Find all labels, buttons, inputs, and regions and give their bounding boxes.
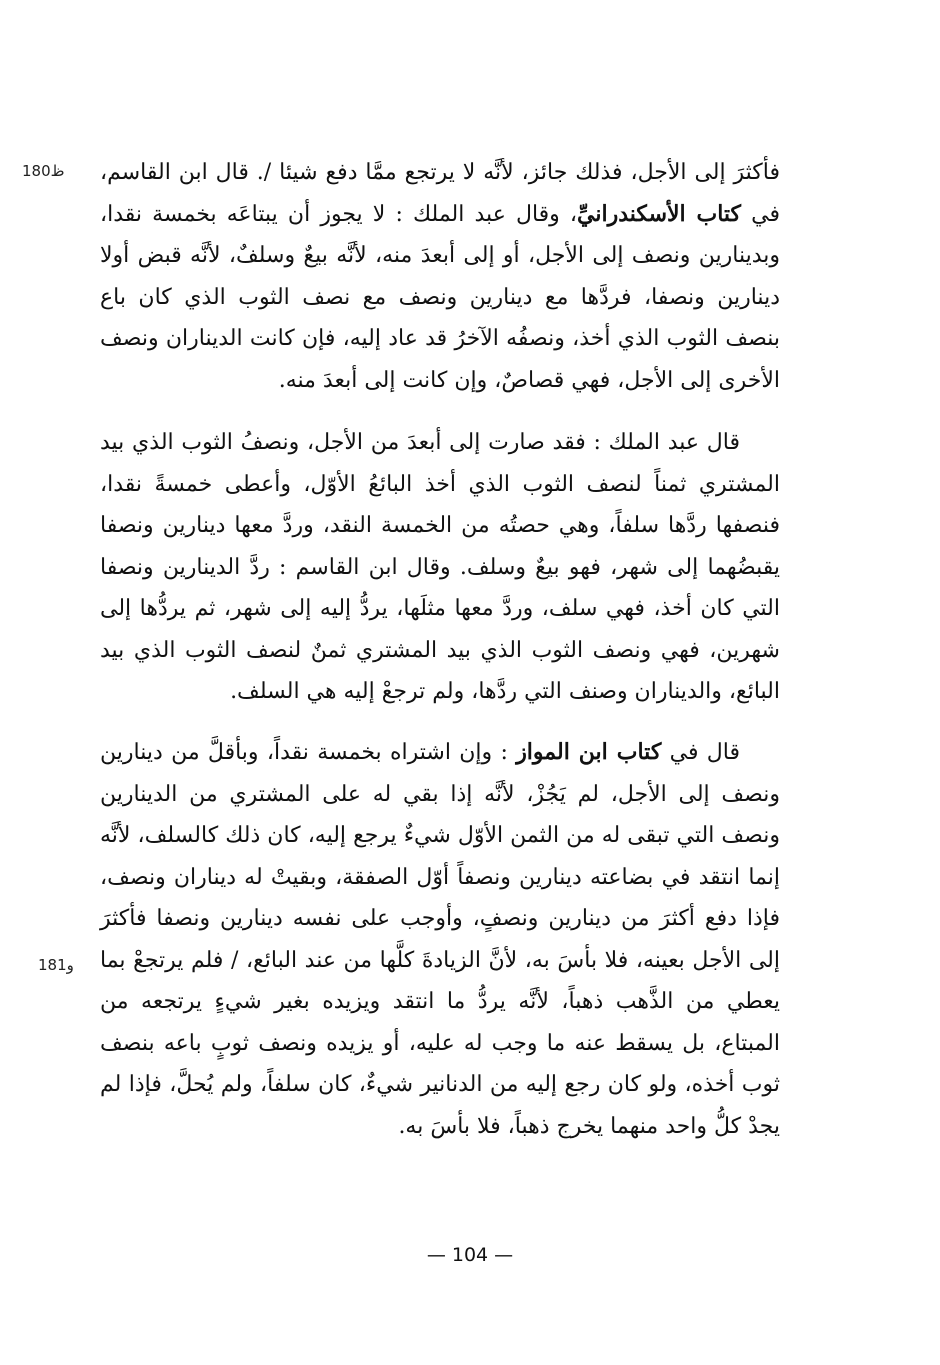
paragraph-1 <box>100 152 780 401</box>
paragraph-3-text-rest: : وإن اشتراه بخمسة نقداً، وبأقلَّ من دينارين ونصف إلى الأجل، لم يَجُزْ، لأنَّه إذا بقي له على المشتري من الدينارين ونصف التي تبقى له من الثمن الأوّل شيءٌ يرجع إليه، كان ذلك كالسلف، لأنَّه إنما انتقد في بضاعته دينارين ونصفاً أوّل الصفقة، وبقيتْ له ديناران ونصف، فإذا دفع أكثرَ من دينارين ونصفٍ، وأوجب على نفسه دينارين ونصفا فأكثرَ إلى الأجل بعينه، فلا بأسَ به، لأنَّ الزيادةَ كلَّها من عند البائع، / فلم يرتجعْ بما يعطي من الذَّهب ذهباً، لأنَّه يردُّ ما انتقد ويزيده بغير شيءٍ يرتجعه من المبتاع، بل يسقط عنه ما وجب له عليه، أو يزيده ونصف ثوبٍ باعه بنصف ثوب أخذه، ولو كان رجع إليه من الدنانير شيءٌ، كان سلفاً، ولم يُحلَّ، فإذا لم يجدْ كلُّ واحد منهما يخرج ذهباً، فلا بأسَ به. <box>100 740 780 1139</box>
paragraph-1-text-rest: ، وقال عبد الملك : لا يجوز أن يبتاعَه بخمسة نقدا، وبدينارين ونصف إلى الأجل، أو إلى أبعدَ منه، لأنَّه بيعٌ وسلفٌ، لأنَّه قبض أولا دينارين ونصفا، فردَّها مع دينارين ونصف مع نصف الثوب الذي كان باع بنصف الثوب الذي أخذ، ونصفُه الآخرُ قد عاد إليه، فإن كانت الديناران ونصف الأخرى إلى الأجل، فهي قصاصٌ، وإن كانت إلى أبعدَ منه. <box>100 201 780 393</box>
folio-marker-180-verso: 180ظ <box>22 162 65 180</box>
book-title-ibn-al-mawwaz: كتاب ابن المواز <box>516 739 662 765</box>
paragraph-3-text-start: قال في <box>661 740 740 765</box>
paragraph-1-text-start: فأكثرَ إلى الأجل، فذلك جائز، لأنَّه لا يرتجع ممَّا دفع شيئا /. قال ابن القاسم، في <box>100 160 781 227</box>
paragraph-2-text: قال عبد الملك : فقد صارت إلى أبعدَ من الأجل، ونصفُ الثوب الذي بيد المشتري ثمناً لنصف الثوب الذي أخذ البائعُ الأوّل، وأعطى خمسةً نقدا، فنصفها ردَّها سلفاً، وهي حصتُه من الخمسة النقد، وردَّ معها دينارين ونصفا يقبضُهما إلى شهر، فهو بيعٌ وسلف. وقال ابن القاسم : ردَّ الدينارين ونصفا التي كان أخذ، فهي سلف، وردَّ معها مثلَها، يردُّ إليه إلى شهر، ثم يردُّها إلى شهرين، فهي ونصف الثوب الذي بيد المشتري ثمنٌ لنصف الثوب الذي بيد البائع، والديناران وصنف التي ردَّها، ولم ترجعْ إليه هي السلف. <box>100 430 780 704</box>
page-number: — 104 — <box>426 1244 514 1266</box>
paragraph-2 <box>100 422 780 713</box>
book-title-iskandarani: كتاب الأسكندرانيِّ <box>577 200 742 227</box>
paragraph-3 <box>100 732 780 1147</box>
folio-marker-181-recto: 181و <box>38 956 74 974</box>
